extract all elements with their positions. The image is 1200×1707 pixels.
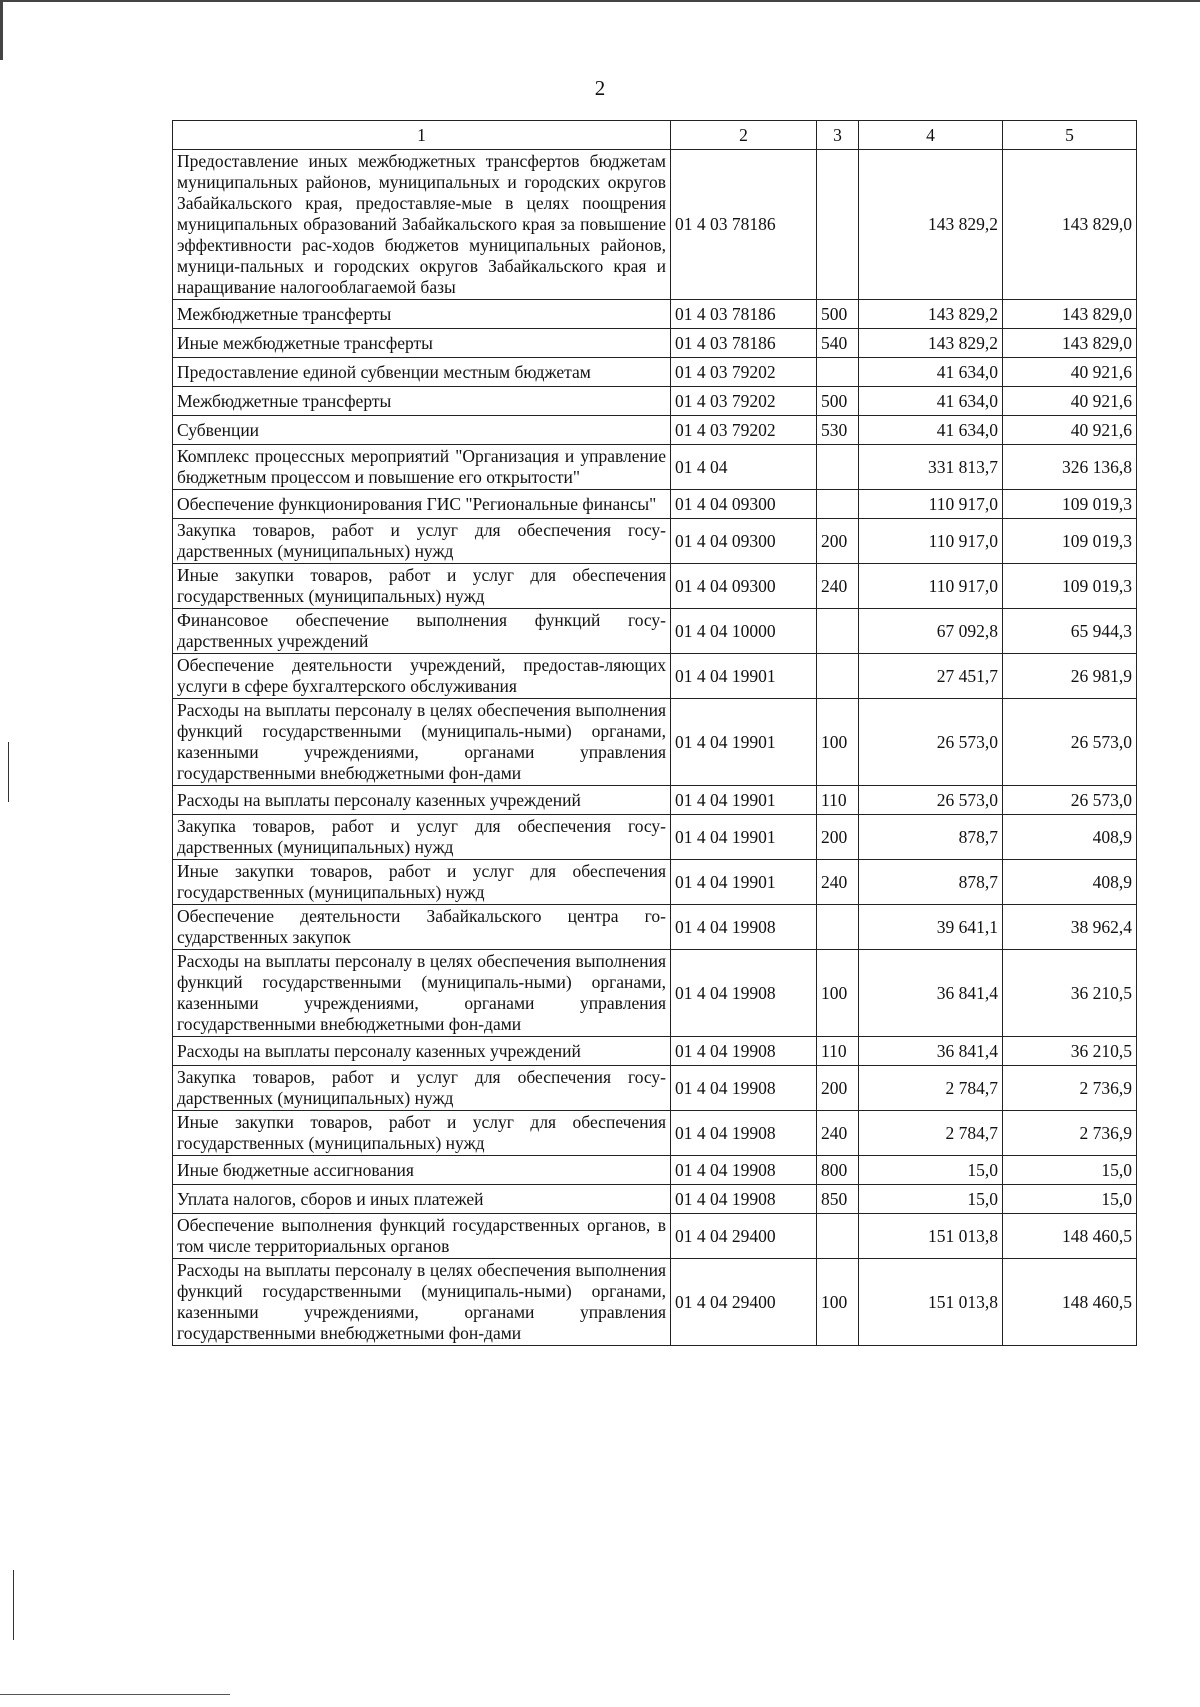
row-value-col4: 878,7 — [859, 815, 1003, 860]
row-name: Обеспечение выполнения функций государственных органов, в том числе территориальных органов — [173, 1214, 671, 1259]
row-name: Обеспечение деятельности учреждений, предостав-ляющих услуги в сфере бухгалтерского обслуживания — [173, 654, 671, 699]
row-value-col5: 148 460,5 — [1003, 1214, 1137, 1259]
row-value-col4: 151 013,8 — [859, 1214, 1003, 1259]
row-code: 01 4 03 79202 — [671, 387, 817, 416]
row-code: 01 4 04 19908 — [671, 1066, 817, 1111]
header-col-3: 3 — [817, 121, 859, 150]
header-col-2: 2 — [671, 121, 817, 150]
row-name: Расходы на выплаты персоналу в целях обеспечения выполнения функций государственными (муниципаль-ными) органами, казенными учреждениями, органами управления государственными внебюджетными фон-дами — [173, 699, 671, 786]
row-value-col4: 143 829,2 — [859, 150, 1003, 300]
row-name: Субвенции — [173, 416, 671, 445]
row-name: Иные закупки товаров, работ и услуг для обеспечения государственных (муниципальных) нужд — [173, 564, 671, 609]
table-row — [173, 445, 1137, 490]
row-value-col5: 38 962,4 — [1003, 905, 1137, 950]
row-value-col5: 26 981,9 — [1003, 654, 1137, 699]
row-value-col4: 143 829,2 — [859, 300, 1003, 329]
row-code: 01 4 04 — [671, 445, 817, 490]
row-value-col4: 151 013,8 — [859, 1259, 1003, 1346]
scan-top-edge — [0, 0, 1200, 22]
row-value-col5: 15,0 — [1003, 1185, 1137, 1214]
table-row — [173, 1037, 1137, 1066]
row-value-col4: 41 634,0 — [859, 387, 1003, 416]
row-expense-type — [817, 609, 859, 654]
row-name: Предоставление единой субвенции местным бюджетам — [173, 358, 671, 387]
row-name: Закупка товаров, работ и услуг для обеспечения госу-дарственных (муниципальных) нужд — [173, 1066, 671, 1111]
row-name: Уплата налогов, сборов и иных платежей — [173, 1185, 671, 1214]
scan-left-edge — [0, 0, 3, 60]
row-value-col5: 26 573,0 — [1003, 786, 1137, 815]
row-code: 01 4 03 78186 — [671, 329, 817, 358]
row-value-col4: 110 917,0 — [859, 519, 1003, 564]
row-value-col4: 15,0 — [859, 1156, 1003, 1185]
row-value-col4: 110 917,0 — [859, 564, 1003, 609]
row-value-col4: 331 813,7 — [859, 445, 1003, 490]
row-code: 01 4 04 19908 — [671, 950, 817, 1037]
table-row — [173, 1214, 1137, 1259]
row-value-col4: 878,7 — [859, 860, 1003, 905]
row-value-col5: 408,9 — [1003, 815, 1137, 860]
header-col-4: 4 — [859, 121, 1003, 150]
row-value-col4: 41 634,0 — [859, 358, 1003, 387]
row-code: 01 4 04 10000 — [671, 609, 817, 654]
row-value-col5: 40 921,6 — [1003, 387, 1137, 416]
row-code: 01 4 03 79202 — [671, 416, 817, 445]
row-expense-type — [817, 150, 859, 300]
row-value-col5: 2 736,9 — [1003, 1111, 1137, 1156]
row-value-col4: 2 784,7 — [859, 1111, 1003, 1156]
row-value-col4: 26 573,0 — [859, 699, 1003, 786]
row-value-col4: 15,0 — [859, 1185, 1003, 1214]
row-name: Расходы на выплаты персоналу казенных учреждений — [173, 1037, 671, 1066]
row-value-col5: 143 829,0 — [1003, 329, 1137, 358]
row-code: 01 4 04 19901 — [671, 786, 817, 815]
row-value-col5: 109 019,3 — [1003, 564, 1137, 609]
row-name: Обеспечение деятельности Забайкальского центра го-сударственных закупок — [173, 905, 671, 950]
row-code: 01 4 04 09300 — [671, 490, 817, 519]
row-name: Иные закупки товаров, работ и услуг для обеспечения государственных (муниципальных) нужд — [173, 1111, 671, 1156]
row-code: 01 4 04 19908 — [671, 1185, 817, 1214]
row-value-col4: 27 451,7 — [859, 654, 1003, 699]
row-expense-type: 800 — [817, 1156, 859, 1185]
table-row — [173, 609, 1137, 654]
row-name: Иные бюджетные ассигнования — [173, 1156, 671, 1185]
table-row — [173, 564, 1137, 609]
row-expense-type: 200 — [817, 1066, 859, 1111]
row-value-col5: 408,9 — [1003, 860, 1137, 905]
row-code: 01 4 04 09300 — [671, 519, 817, 564]
table-row — [173, 300, 1137, 329]
row-name: Иные закупки товаров, работ и услуг для обеспечения государственных (муниципальных) нужд — [173, 860, 671, 905]
row-code: 01 4 04 29400 — [671, 1259, 817, 1346]
row-name: Предоставление иных межбюджетных трансфертов бюджетам муниципальных районов, муниципальных и городских округов Забайкальского края, предоставляе-мые в целях поощрения муниципальных образований Забайкальского края за повышение эффективности рас-ходов бюджетов муниципальных районов, муници-пальных и городских округов Забайкальского края и наращивание налогооблагаемой базы — [173, 150, 671, 300]
row-value-col5: 36 210,5 — [1003, 1037, 1137, 1066]
row-expense-type — [817, 445, 859, 490]
row-expense-type — [817, 905, 859, 950]
row-value-col5: 148 460,5 — [1003, 1259, 1137, 1346]
row-code: 01 4 04 19901 — [671, 654, 817, 699]
table-row — [173, 150, 1137, 300]
row-code: 01 4 03 78186 — [671, 150, 817, 300]
row-name: Расходы на выплаты персоналу в целях обеспечения выполнения функций государственными (муниципаль-ными) органами, казенными учреждениями, органами управления государственными внебюджетными фон-дами — [173, 1259, 671, 1346]
row-name: Межбюджетные трансферты — [173, 300, 671, 329]
header-col-5: 5 — [1003, 121, 1137, 150]
row-value-col5: 40 921,6 — [1003, 416, 1137, 445]
row-expense-type — [817, 654, 859, 699]
row-value-col4: 39 641,1 — [859, 905, 1003, 950]
row-expense-type — [817, 490, 859, 519]
row-value-col5: 65 944,3 — [1003, 609, 1137, 654]
table-row — [173, 490, 1137, 519]
row-value-col4: 2 784,7 — [859, 1066, 1003, 1111]
row-code: 01 4 04 19908 — [671, 1111, 817, 1156]
table-row — [173, 519, 1137, 564]
row-value-col5: 109 019,3 — [1003, 490, 1137, 519]
row-value-col4: 36 841,4 — [859, 950, 1003, 1037]
row-code: 01 4 04 29400 — [671, 1214, 817, 1259]
table-row — [173, 329, 1137, 358]
table-row — [173, 416, 1137, 445]
row-name: Закупка товаров, работ и услуг для обеспечения госу-дарственных (муниципальных) нужд — [173, 815, 671, 860]
table-row — [173, 950, 1137, 1037]
table-row — [173, 1066, 1137, 1111]
row-expense-type: 500 — [817, 387, 859, 416]
row-value-col5: 36 210,5 — [1003, 950, 1137, 1037]
margin-mark — [8, 742, 9, 802]
row-name: Закупка товаров, работ и услуг для обеспечения госу-дарственных (муниципальных) нужд — [173, 519, 671, 564]
row-expense-type — [817, 358, 859, 387]
row-expense-type: 200 — [817, 519, 859, 564]
row-name: Финансовое обеспечение выполнения функций госу-дарственных учреждений — [173, 609, 671, 654]
row-value-col5: 326 136,8 — [1003, 445, 1137, 490]
row-value-col5: 2 736,9 — [1003, 1066, 1137, 1111]
table-row — [173, 1259, 1137, 1346]
table-row — [173, 1111, 1137, 1156]
row-value-col5: 143 829,0 — [1003, 300, 1137, 329]
table-row — [173, 905, 1137, 950]
row-code: 01 4 03 78186 — [671, 300, 817, 329]
row-name: Межбюджетные трансферты — [173, 387, 671, 416]
row-expense-type: 110 — [817, 786, 859, 815]
row-value-col4: 26 573,0 — [859, 786, 1003, 815]
row-code: 01 4 04 19908 — [671, 1156, 817, 1185]
row-expense-type: 110 — [817, 1037, 859, 1066]
table-row — [173, 786, 1137, 815]
row-value-col4: 41 634,0 — [859, 416, 1003, 445]
row-value-col5: 143 829,0 — [1003, 150, 1137, 300]
row-value-col5: 109 019,3 — [1003, 519, 1137, 564]
row-value-col5: 40 921,6 — [1003, 358, 1137, 387]
row-code: 01 4 04 19901 — [671, 699, 817, 786]
table-row — [173, 387, 1137, 416]
row-expense-type: 850 — [817, 1185, 859, 1214]
row-expense-type: 500 — [817, 300, 859, 329]
row-value-col4: 143 829,2 — [859, 329, 1003, 358]
row-name: Расходы на выплаты персоналу казенных учреждений — [173, 786, 671, 815]
row-value-col4: 67 092,8 — [859, 609, 1003, 654]
row-code: 01 4 04 19901 — [671, 860, 817, 905]
margin-mark — [13, 1570, 14, 1640]
table-row — [173, 699, 1137, 786]
row-expense-type: 100 — [817, 950, 859, 1037]
table-row — [173, 815, 1137, 860]
row-value-col5: 26 573,0 — [1003, 699, 1137, 786]
table-row — [173, 1185, 1137, 1214]
row-expense-type: 530 — [817, 416, 859, 445]
row-code: 01 4 04 09300 — [671, 564, 817, 609]
row-expense-type: 240 — [817, 564, 859, 609]
footer-rule — [0, 1694, 230, 1695]
row-expense-type: 540 — [817, 329, 859, 358]
row-code: 01 4 04 19908 — [671, 905, 817, 950]
table-row — [173, 860, 1137, 905]
row-value-col5: 15,0 — [1003, 1156, 1137, 1185]
row-value-col4: 36 841,4 — [859, 1037, 1003, 1066]
table-row — [173, 1156, 1137, 1185]
row-expense-type: 100 — [817, 699, 859, 786]
row-expense-type: 240 — [817, 860, 859, 905]
row-expense-type: 240 — [817, 1111, 859, 1156]
table-row — [173, 654, 1137, 699]
row-expense-type: 100 — [817, 1259, 859, 1346]
header-row — [173, 121, 1137, 150]
table-body — [173, 150, 1137, 1346]
row-code: 01 4 04 19908 — [671, 1037, 817, 1066]
table-row — [173, 358, 1137, 387]
row-code: 01 4 04 19901 — [671, 815, 817, 860]
row-value-col4: 110 917,0 — [859, 490, 1003, 519]
row-expense-type: 200 — [817, 815, 859, 860]
row-name: Расходы на выплаты персоналу в целях обеспечения выполнения функций государственными (муниципаль-ными) органами, казенными учреждениями, органами управления государственными внебюджетными фон-дами — [173, 950, 671, 1037]
row-code: 01 4 03 79202 — [671, 358, 817, 387]
budget-table — [172, 120, 1137, 1346]
row-name: Обеспечение функционирования ГИС "Региональные финансы" — [173, 490, 671, 519]
header-col-1: 1 — [173, 121, 671, 150]
page-number: 2 — [594, 76, 606, 100]
row-name: Иные межбюджетные трансферты — [173, 329, 671, 358]
row-expense-type — [817, 1214, 859, 1259]
row-name: Комплекс процессных мероприятий "Организация и управление бюджетным процессом и повышение его открытости" — [173, 445, 671, 490]
